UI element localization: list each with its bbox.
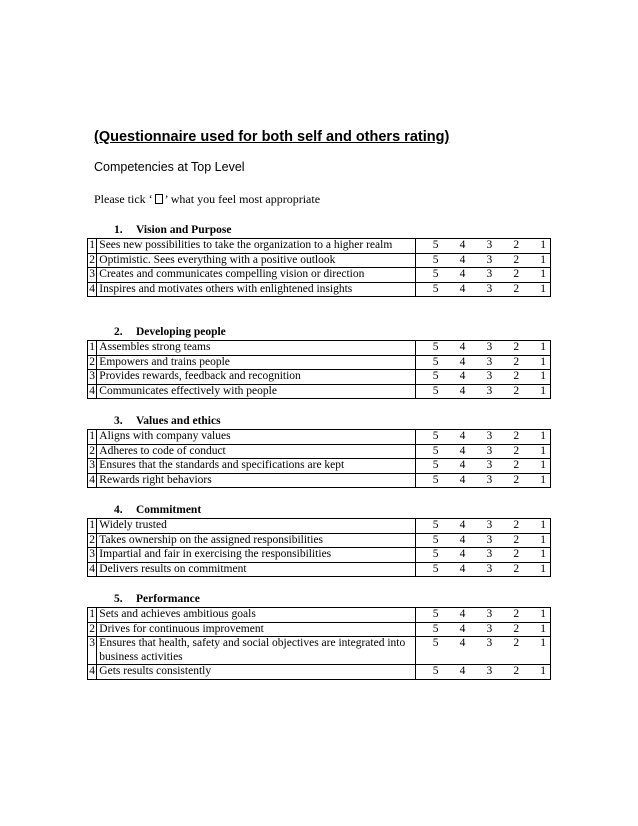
rating-option-4[interactable]: 4 xyxy=(442,239,469,254)
rating-option-5[interactable]: 5 xyxy=(415,444,442,459)
section-title-text: Commitment xyxy=(136,504,202,516)
row-number: 4 xyxy=(89,473,96,486)
rating-option-2[interactable]: 2 xyxy=(496,430,523,445)
rating-option-5[interactable]: 5 xyxy=(415,341,442,356)
rating-option-4[interactable]: 4 xyxy=(442,341,469,356)
competency-statement: Adheres to code of conduct xyxy=(97,444,415,459)
rating-option-5[interactable]: 5 xyxy=(415,430,442,445)
rating-option-1[interactable]: 1 xyxy=(523,562,550,577)
rating-option-2[interactable]: 2 xyxy=(496,459,523,474)
rating-option-2[interactable]: 2 xyxy=(496,519,523,534)
rating-table xyxy=(87,607,551,680)
rating-option-4[interactable]: 4 xyxy=(442,253,469,268)
section-title xyxy=(87,223,551,238)
rating-option-5[interactable]: 5 xyxy=(415,384,442,399)
table-row xyxy=(88,370,551,385)
rating-option-3[interactable]: 3 xyxy=(469,444,496,459)
section-title-text: Vision and Purpose xyxy=(136,224,232,236)
rating-option-3[interactable]: 3 xyxy=(469,608,496,623)
rating-option-2[interactable]: 2 xyxy=(496,637,523,665)
rating-option-2[interactable]: 2 xyxy=(496,239,523,254)
competency-statement: Takes ownership on the assigned responsibilities xyxy=(97,533,415,548)
competency-statement: Sees new possibilities to take the organization to a higher realm xyxy=(97,239,415,254)
rating-option-1[interactable]: 1 xyxy=(523,430,550,445)
table-row xyxy=(88,430,551,445)
table-row xyxy=(88,562,551,577)
rating-option-3[interactable]: 3 xyxy=(469,533,496,548)
rating-option-3[interactable]: 3 xyxy=(469,548,496,563)
rating-option-3[interactable]: 3 xyxy=(469,268,496,283)
section-number: 4. xyxy=(114,504,123,516)
rating-option-3[interactable]: 3 xyxy=(469,665,496,680)
table-row xyxy=(88,253,551,268)
section-3 xyxy=(87,414,551,488)
rating-table xyxy=(87,429,551,488)
rating-option-5[interactable]: 5 xyxy=(415,473,442,488)
rating-option-5[interactable]: 5 xyxy=(415,622,442,637)
rating-option-2[interactable]: 2 xyxy=(496,608,523,623)
rating-option-4[interactable]: 4 xyxy=(442,355,469,370)
row-number: 2 xyxy=(89,444,96,457)
rating-option-5[interactable]: 5 xyxy=(415,533,442,548)
row-number: 3 xyxy=(88,637,97,665)
row-number: 4 xyxy=(89,384,96,397)
table-row xyxy=(88,637,551,665)
rating-option-1[interactable]: 1 xyxy=(523,341,550,356)
competency-statement: Optimistic. Sees everything with a positive outlook xyxy=(97,253,415,268)
section-title xyxy=(87,592,551,607)
rating-option-1[interactable]: 1 xyxy=(523,665,550,680)
rating-option-4[interactable]: 4 xyxy=(442,665,469,680)
rating-option-1[interactable]: 1 xyxy=(523,370,550,385)
rating-option-1[interactable]: 1 xyxy=(523,459,550,474)
row-number: 1 xyxy=(89,519,96,531)
rating-option-2[interactable]: 2 xyxy=(496,444,523,459)
rating-option-2[interactable]: 2 xyxy=(496,253,523,268)
rating-option-5[interactable]: 5 xyxy=(415,282,442,297)
rating-option-2[interactable]: 2 xyxy=(496,341,523,356)
table-row xyxy=(88,622,551,637)
rating-option-5[interactable]: 5 xyxy=(415,665,442,680)
table-row xyxy=(88,548,551,563)
table-row xyxy=(88,268,551,283)
rating-option-5[interactable]: 5 xyxy=(415,239,442,254)
rating-option-3[interactable]: 3 xyxy=(469,239,496,254)
rating-option-3[interactable]: 3 xyxy=(469,622,496,637)
rating-option-2[interactable]: 2 xyxy=(496,548,523,563)
row-number: 2 xyxy=(89,253,96,266)
competency-statement: Aligns with company values xyxy=(97,430,415,445)
rating-option-1[interactable]: 1 xyxy=(523,473,550,488)
table-row xyxy=(88,384,551,399)
rating-option-1[interactable]: 1 xyxy=(523,622,550,637)
rating-option-3[interactable]: 3 xyxy=(469,253,496,268)
rating-option-5[interactable]: 5 xyxy=(415,370,442,385)
row-number: 3 xyxy=(89,268,96,280)
row-number: 1 xyxy=(89,239,96,251)
rating-option-1[interactable]: 1 xyxy=(523,608,550,623)
rating-option-5[interactable]: 5 xyxy=(415,355,442,370)
instruction-prefix: Please tick ‘ xyxy=(94,192,153,206)
rating-option-4[interactable]: 4 xyxy=(442,444,469,459)
rating-option-3[interactable]: 3 xyxy=(469,370,496,385)
competency-statement: Communicates effectively with people xyxy=(97,384,415,399)
competency-statement: Drives for continuous improvement xyxy=(97,622,415,637)
competency-statement: Creates and communicates compelling vision or direction xyxy=(97,268,415,283)
section-4 xyxy=(87,503,551,577)
row-number: 3 xyxy=(89,370,96,382)
section-title-text: Values and ethics xyxy=(136,415,221,427)
table-row xyxy=(88,533,551,548)
row-number: 2 xyxy=(89,355,96,368)
rating-option-3[interactable]: 3 xyxy=(469,637,496,665)
competency-statement: Inspires and motivates others with enlightened insights xyxy=(97,282,415,297)
competency-statement: Provides rewards, feedback and recognition xyxy=(97,370,415,385)
rating-option-1[interactable]: 1 xyxy=(523,282,550,297)
section-number: 5. xyxy=(114,593,123,605)
section-5 xyxy=(87,592,551,680)
competency-statement: Rewards right behaviors xyxy=(97,473,415,488)
table-row xyxy=(88,341,551,356)
page-subtitle: Competencies at Top Level xyxy=(94,160,245,174)
rating-option-4[interactable]: 4 xyxy=(442,384,469,399)
rating-option-2[interactable]: 2 xyxy=(496,268,523,283)
rating-option-3[interactable]: 3 xyxy=(469,282,496,297)
rating-table xyxy=(87,518,551,577)
rating-option-5[interactable]: 5 xyxy=(415,268,442,283)
row-number: 3 xyxy=(89,459,96,471)
rating-table xyxy=(87,238,551,297)
competency-statement: Gets results consistently xyxy=(97,665,415,680)
section-title xyxy=(87,325,551,340)
row-number: 2 xyxy=(89,622,96,635)
competency-statement: Ensures that the standards and specifications are kept xyxy=(97,459,415,474)
rating-option-1[interactable]: 1 xyxy=(523,384,550,399)
section-1 xyxy=(87,223,551,297)
competency-statement: Delivers results on commitment xyxy=(97,562,415,577)
table-row xyxy=(88,355,551,370)
rating-option-4[interactable]: 4 xyxy=(442,637,469,665)
rating-option-4[interactable]: 4 xyxy=(442,622,469,637)
row-number: 4 xyxy=(89,282,96,295)
instruction-suffix: ’ what you feel most appropriate xyxy=(164,192,321,206)
rating-option-5[interactable]: 5 xyxy=(415,459,442,474)
rating-option-3[interactable]: 3 xyxy=(469,519,496,534)
rating-option-4[interactable]: 4 xyxy=(442,282,469,297)
rating-option-4[interactable]: 4 xyxy=(442,548,469,563)
rating-option-1[interactable]: 1 xyxy=(523,253,550,268)
rating-option-1[interactable]: 1 xyxy=(523,548,550,563)
table-row xyxy=(88,665,551,680)
row-number: 4 xyxy=(89,562,96,575)
rating-option-3[interactable]: 3 xyxy=(469,384,496,399)
rating-option-1[interactable]: 1 xyxy=(523,355,550,370)
table-row xyxy=(88,444,551,459)
rating-option-2[interactable]: 2 xyxy=(496,384,523,399)
rating-option-4[interactable]: 4 xyxy=(442,533,469,548)
rating-option-3[interactable]: 3 xyxy=(469,355,496,370)
rating-option-4[interactable]: 4 xyxy=(442,562,469,577)
rating-option-2[interactable]: 2 xyxy=(496,665,523,680)
rating-option-3[interactable]: 3 xyxy=(469,341,496,356)
competency-statement: Ensures that health, safety and social objectives are integrated into business activities xyxy=(97,637,415,665)
row-number: 1 xyxy=(89,430,96,442)
rating-option-2[interactable]: 2 xyxy=(496,533,523,548)
section-2 xyxy=(87,325,551,399)
rating-option-1[interactable]: 1 xyxy=(523,444,550,459)
rating-option-3[interactable]: 3 xyxy=(469,562,496,577)
table-row xyxy=(88,473,551,488)
section-number: 3. xyxy=(114,415,123,427)
table-row xyxy=(88,519,551,534)
rating-option-1[interactable]: 1 xyxy=(523,637,550,665)
rating-option-5[interactable]: 5 xyxy=(415,519,442,534)
table-row xyxy=(88,282,551,297)
row-number: 3 xyxy=(89,548,96,560)
page-title: (Questionnaire used for both self and others rating) xyxy=(94,129,450,145)
section-title xyxy=(87,503,551,518)
rating-option-4[interactable]: 4 xyxy=(442,459,469,474)
rating-table xyxy=(87,340,551,399)
row-number: 1 xyxy=(89,341,96,353)
table-row xyxy=(88,608,551,623)
rating-option-2[interactable]: 2 xyxy=(496,473,523,488)
section-title xyxy=(87,414,551,429)
rating-option-1[interactable]: 1 xyxy=(523,268,550,283)
rating-option-4[interactable]: 4 xyxy=(442,430,469,445)
rating-option-5[interactable]: 5 xyxy=(415,548,442,563)
tick-box-icon xyxy=(155,194,163,204)
section-title-text: Developing people xyxy=(136,326,226,338)
row-number: 4 xyxy=(89,665,96,677)
rating-option-3[interactable]: 3 xyxy=(469,430,496,445)
rating-option-5[interactable]: 5 xyxy=(415,608,442,623)
rating-option-3[interactable]: 3 xyxy=(469,459,496,474)
rating-option-2[interactable]: 2 xyxy=(496,282,523,297)
row-number: 1 xyxy=(89,608,96,620)
rating-option-4[interactable]: 4 xyxy=(442,519,469,534)
competency-statement: Empowers and trains people xyxy=(97,355,415,370)
rating-option-5[interactable]: 5 xyxy=(415,637,442,665)
section-number: 2. xyxy=(114,326,123,338)
competency-statement: Widely trusted xyxy=(97,519,415,534)
rating-option-1[interactable]: 1 xyxy=(523,239,550,254)
table-row xyxy=(88,459,551,474)
rating-option-3[interactable]: 3 xyxy=(469,473,496,488)
rating-option-4[interactable]: 4 xyxy=(442,370,469,385)
rating-option-4[interactable]: 4 xyxy=(442,473,469,488)
section-number: 1. xyxy=(114,224,123,236)
rating-option-4[interactable]: 4 xyxy=(442,268,469,283)
rating-option-5[interactable]: 5 xyxy=(415,562,442,577)
rating-option-5[interactable]: 5 xyxy=(415,253,442,268)
section-title-text: Performance xyxy=(136,593,200,605)
competency-statement: Sets and achieves ambitious goals xyxy=(97,608,415,623)
rating-option-2[interactable]: 2 xyxy=(496,355,523,370)
rating-option-2[interactable]: 2 xyxy=(496,370,523,385)
instruction-text xyxy=(94,192,320,207)
rating-option-1[interactable]: 1 xyxy=(523,519,550,534)
rating-option-4[interactable]: 4 xyxy=(442,608,469,623)
row-number: 2 xyxy=(89,533,96,546)
competency-statement: Assembles strong teams xyxy=(97,341,415,356)
competency-statement: Impartial and fair in exercising the responsibilities xyxy=(97,548,415,563)
rating-option-2[interactable]: 2 xyxy=(496,562,523,577)
rating-option-1[interactable]: 1 xyxy=(523,533,550,548)
rating-option-2[interactable]: 2 xyxy=(496,622,523,637)
table-row xyxy=(88,239,551,254)
